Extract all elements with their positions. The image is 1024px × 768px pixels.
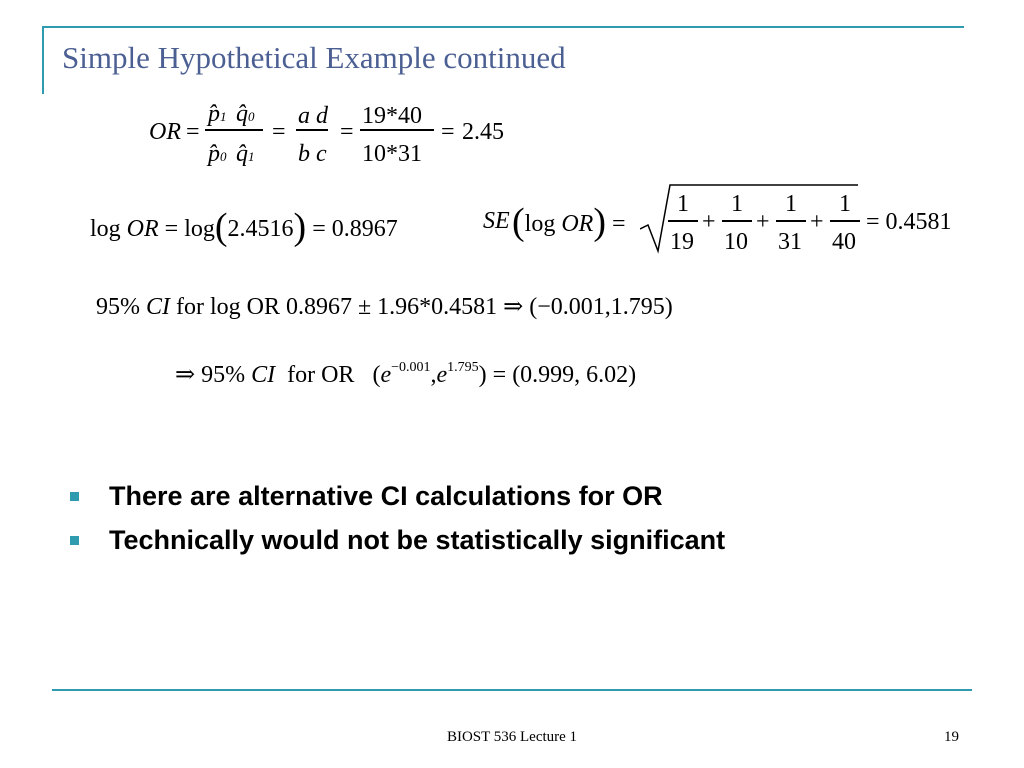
log-or-lhs: log OR xyxy=(90,216,159,242)
or-fraction-bar-1 xyxy=(205,129,263,131)
footer-text: BIOST 536 Lecture 1 xyxy=(446,729,578,745)
title-accent-bar xyxy=(42,26,44,94)
or-fraction-bar-3 xyxy=(360,129,434,131)
se-den-1: 19 xyxy=(670,229,694,255)
bc-denominator: b c xyxy=(298,141,327,167)
se-bar-1 xyxy=(668,220,698,222)
log-label: log xyxy=(184,216,215,242)
plus-sign: + xyxy=(810,209,824,235)
log-or-equation: log OR = log(2.4516) = 0.8967 xyxy=(90,206,398,248)
log-or-result: = 0.8967 xyxy=(312,216,398,242)
page-number: 19 xyxy=(944,729,959,745)
slide-title: Simple Hypothetical Example continued xyxy=(62,40,566,75)
p1-hat: p̂1 xyxy=(208,101,227,127)
bullet-text: Technically would not be statistically significant xyxy=(109,525,726,555)
bullet-text: There are alternative CI calculations for OR xyxy=(109,481,663,511)
plus-sign: + xyxy=(756,209,770,235)
se-num-4: 1 xyxy=(839,191,851,217)
se-result: = 0.4581 xyxy=(866,209,952,235)
plus-sign: + xyxy=(702,209,716,235)
equals-sign: = xyxy=(340,119,354,145)
equals-sign: = xyxy=(441,119,455,145)
or-result: 2.45 xyxy=(462,119,504,145)
se-bar-2 xyxy=(722,220,752,222)
equals-sign: = xyxy=(186,119,200,145)
right-paren: ) xyxy=(293,206,307,248)
se-den-4: 40 xyxy=(832,229,856,255)
q1-hat: q̂1 xyxy=(236,141,255,167)
square-bullet-icon xyxy=(70,536,79,545)
bullet-list xyxy=(70,474,725,562)
p0-hat: p̂0 xyxy=(208,141,227,167)
se-bar-3 xyxy=(776,220,806,222)
list-item xyxy=(70,518,725,562)
se-num-2: 1 xyxy=(731,191,743,217)
left-paren: ( xyxy=(214,206,228,248)
q0-hat: q̂0 xyxy=(236,101,255,127)
se-label: SE xyxy=(483,208,510,234)
se-arg-group: (log OR) = xyxy=(512,201,626,243)
se-bar-4 xyxy=(830,220,860,222)
square-bullet-icon xyxy=(70,492,79,501)
ad-numerator: a d xyxy=(298,103,328,129)
ci-log-or-line: 95% CI for log OR 0.8967 ± 1.96*0.4581 ⇒ (−0.001,1.795) xyxy=(96,294,673,320)
se-den-2: 10 xyxy=(724,229,748,255)
top-rule xyxy=(42,26,964,28)
se-den-3: 31 xyxy=(778,229,802,255)
list-item xyxy=(70,474,725,518)
or-numerator-value: 19*40 xyxy=(362,103,422,129)
equals-sign: = xyxy=(272,119,286,145)
se-num-3: 1 xyxy=(785,191,797,217)
se-num-1: 1 xyxy=(677,191,689,217)
ci-or-line: ⇒ 95% CI for OR $(e^{-0.001},e^{1.795}) = (0.999$, 6.02) xyxy=(175,360,637,388)
log-arg: 2.4516 xyxy=(227,216,294,242)
bottom-rule xyxy=(52,689,972,691)
or-fraction-bar-2 xyxy=(296,129,328,131)
or-denominator-value: 10*31 xyxy=(362,141,422,167)
or-label: OR xyxy=(149,119,181,145)
